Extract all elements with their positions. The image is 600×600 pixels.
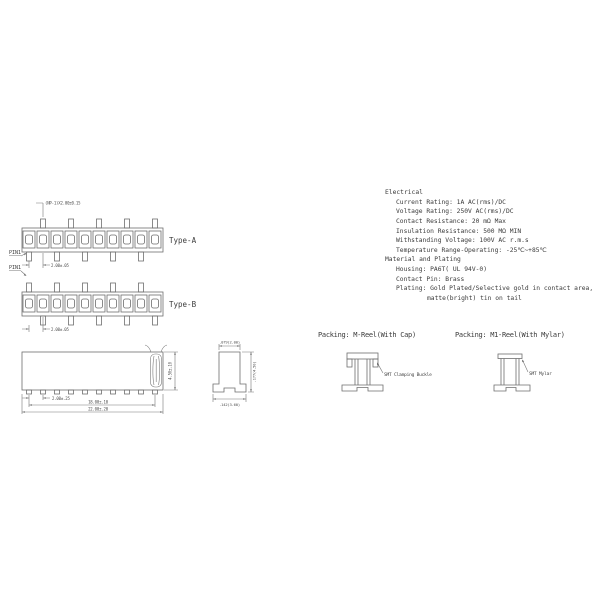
type-b-drawing xyxy=(8,262,228,336)
packing-right-title: Packing: M1-Reel(With Mylar) xyxy=(455,331,565,339)
type-b-pin1-text: PIN1 xyxy=(9,265,22,271)
side-bottom-dim-text: .142(3.60) xyxy=(219,402,240,407)
side-bottom-dimension xyxy=(213,394,246,407)
electrical-section-title: Electrical xyxy=(385,189,423,196)
spec-line: Plating: Gold Plated/Selective gold in contact area, xyxy=(396,285,594,293)
front-height-dim-text: 4.50±.10 xyxy=(167,362,173,380)
spec-line: Temperature Range-Operating: -25℃~+85℃ xyxy=(396,246,547,254)
side-top-dim-text: .079(2.00) xyxy=(219,339,240,345)
cap-callout-text: SMT Clamping Buckle xyxy=(384,373,432,378)
type-b-bottom-dim-text: 2.00±.05 xyxy=(51,327,69,332)
cap-callout xyxy=(377,363,432,379)
smt-mylar-film xyxy=(498,354,522,359)
spec-line: matte(bright) tin on tail xyxy=(427,295,522,303)
type-a-pin1-text: PIN1 xyxy=(9,250,22,256)
spec-line: Voltage Rating: 250V AC(rms)/DC xyxy=(396,208,514,216)
front-housing xyxy=(22,352,163,394)
type-a-top-dimension xyxy=(36,201,81,217)
front-overall-dim-text: 22.00±.20 xyxy=(88,406,108,412)
packing-left-diagram xyxy=(320,349,450,407)
connector-walls xyxy=(501,359,519,386)
side-view-drawing xyxy=(206,338,260,418)
packing-right-diagram xyxy=(470,349,600,407)
material-section-title: Material and Plating xyxy=(385,256,461,264)
smt-cap xyxy=(347,353,378,367)
type-b-label: Type-B xyxy=(169,300,197,309)
type-a-bottom-dim-text: 2.00±.05 xyxy=(51,263,69,268)
side-height-dimension xyxy=(242,352,257,392)
front-pitch-dimension xyxy=(22,395,70,401)
type-a-top-dim-text: (NP-1)X2.00±0.15 xyxy=(45,200,81,206)
side-height-dim-text: .177(4.50) xyxy=(251,361,257,383)
type-b-pin1-callout xyxy=(9,265,27,276)
spec-line: Current Rating: 1A AC(rms)/DC xyxy=(396,198,506,206)
side-profile xyxy=(213,352,246,392)
mylar-callout-text: SMT Mylar xyxy=(529,372,552,377)
specifications-block xyxy=(385,188,599,304)
type-b-contact-cavities xyxy=(23,295,161,312)
spec-line: Withstanding Voltage: 100V AC r.m.s xyxy=(396,237,529,245)
front-span-dimension xyxy=(29,395,155,407)
mylar-callout xyxy=(522,360,552,378)
front-contact-detail xyxy=(145,345,167,387)
front-pitch-dim-text: 2.00±.25 xyxy=(52,395,70,401)
spec-line: Insulation Resistance: 500 MΩ MIN xyxy=(396,227,522,235)
connector-base xyxy=(342,385,383,391)
connector-base xyxy=(494,385,530,391)
front-view-drawing xyxy=(8,338,188,418)
connector-walls xyxy=(355,359,370,385)
spec-line: Contact Resistance: 20 mΩ Max xyxy=(396,217,506,225)
type-a-pin1-callout xyxy=(9,250,27,256)
front-span-dim-text: 18.00±.10 xyxy=(88,399,108,405)
type-a-label: Type-A xyxy=(169,236,197,245)
type-a-contact-cavities xyxy=(23,231,161,248)
spec-line: Contact Pin: Brass xyxy=(396,275,465,283)
front-height-dimension xyxy=(164,352,178,390)
packing-left-title: Packing: M-Reel(With Cap) xyxy=(318,331,416,339)
spec-line: Housing: PA6T( UL 94V-0) xyxy=(396,266,487,274)
side-top-dimension xyxy=(219,340,240,350)
